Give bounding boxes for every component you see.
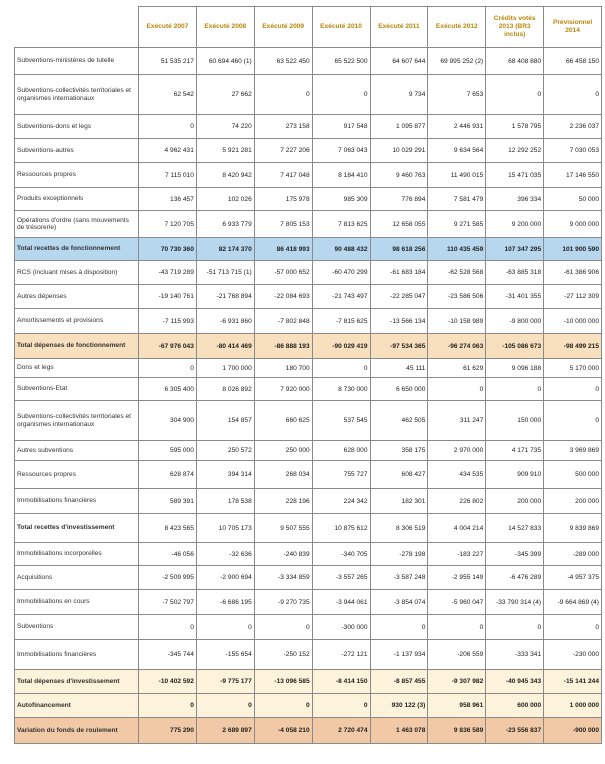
cell-value: -9 270 735 [254,590,312,615]
total-row [15,718,602,744]
cell-value: -7 815 625 [312,309,370,334]
cell-value: 175 978 [254,188,312,211]
row-label: Subventions-dons et legs [15,115,139,139]
cell-value: -5 960 047 [428,590,486,615]
cell-value: -4 957 375 [544,566,602,590]
cell-value: 60 694 460 (1) [196,48,254,75]
cell-value: 311 247 [428,401,486,441]
cell-value: 930 122 (3) [370,694,428,718]
cell-value: 273 158 [254,115,312,139]
cell-value: -61 386 906 [544,261,602,285]
cell-value: -7 115 993 [139,309,197,334]
cell-value: 17 146 550 [544,163,602,188]
cell-value: 7 653 [428,75,486,115]
row-label: RCS (incluant mises à disposition) [15,261,139,285]
cell-value: 394 314 [196,461,254,489]
cell-value: 462 505 [370,401,428,441]
cell-value: -183 227 [428,543,486,566]
cell-value: -272 121 [312,640,370,670]
cell-value: -9 664 869 (4) [544,590,602,615]
table-row [15,115,602,139]
cell-value: -206 559 [428,640,486,670]
table-row [15,401,602,441]
cell-value: -1 137 934 [370,640,428,670]
table-row [15,163,602,188]
cell-value: 4 962 431 [139,139,197,163]
cell-value: 6 650 000 [370,378,428,401]
cell-value: -8 414 150 [312,670,370,694]
table-row [15,615,602,640]
cell-value: -278 198 [370,543,428,566]
cell-value: 226 802 [428,489,486,514]
row-label: Autres dépenses [15,285,139,309]
cell-value: -31 401 355 [486,285,544,309]
table-row [15,261,602,285]
cell-value: 3 969 869 [544,441,602,461]
row-label: Autres subventions [15,441,139,461]
cell-value: -3 587 248 [370,566,428,590]
cell-value: 154 857 [196,401,254,441]
cell-value: -3 854 074 [370,590,428,615]
row-label: Ressources propres [15,461,139,489]
cell-value: 107 347 295 [486,238,544,261]
cell-value: -21 743 497 [312,285,370,309]
cell-value: -3 557 265 [312,566,370,590]
cell-value: 434 535 [428,461,486,489]
total-row [15,514,602,543]
row-label: Total recettes d'investissement [15,514,139,543]
cell-value: 66 458 150 [544,48,602,75]
cell-value: 27 662 [196,75,254,115]
cell-value: 0 [428,615,486,640]
cell-value: 0 [486,75,544,115]
cell-value: -23 586 506 [428,285,486,309]
cell-value: 7 030 053 [544,139,602,163]
row-label: Total dépenses d'investissement [15,670,139,694]
cell-value: -63 885 318 [486,261,544,285]
cell-value: 500 000 [544,461,602,489]
cell-value: 985 309 [312,188,370,211]
cell-value: 51 535 217 [139,48,197,75]
cell-value: 628 000 [312,441,370,461]
cell-value: 10 875 612 [312,514,370,543]
cell-value: 0 [544,615,602,640]
cell-value: 62 542 [139,75,197,115]
budget-table [14,6,602,744]
cell-value: 0 [139,694,197,718]
cell-value: 110 435 459 [428,238,486,261]
cell-value: 0 [486,378,544,401]
cell-value: -10 000 000 [544,309,602,334]
cell-value: 4 171 735 [486,441,544,461]
cell-value: 0 [254,615,312,640]
cell-value: 537 545 [312,401,370,441]
cell-value: 10 705 173 [196,514,254,543]
cell-value: 8 420 942 [196,163,254,188]
table-row [15,75,602,115]
column-header: Exécuté 2008 [196,7,254,48]
cell-value: -2 900 694 [196,566,254,590]
cell-value: 15 471 035 [486,163,544,188]
cell-value: 1 463 078 [370,718,428,744]
cell-value: -155 654 [196,640,254,670]
cell-value: 70 730 360 [139,238,197,261]
cell-value: -80 414 469 [196,334,254,359]
table-row [15,139,602,163]
cell-value: 2 689 897 [196,718,254,744]
cell-value: -51 713 715 (1) [196,261,254,285]
cell-value: 224 342 [312,489,370,514]
cell-value: 0 [312,359,370,378]
header-row [15,7,602,48]
cell-value: 86 418 993 [254,238,312,261]
cell-value: 6 305 400 [139,378,197,401]
cell-value: 0 [544,75,602,115]
cell-value: 63 522 450 [254,48,312,75]
table-row [15,359,602,378]
row-label: Produits exceptionnels [15,188,139,211]
cell-value: -10 158 989 [428,309,486,334]
cell-value: -57 000 652 [254,261,312,285]
cell-value: -6 476 289 [486,566,544,590]
cell-value: 0 [486,615,544,640]
cell-value: -43 719 289 [139,261,197,285]
cell-value: 250 000 [254,441,312,461]
cell-value: 136 457 [139,188,197,211]
cell-value: -7 802 848 [254,309,312,334]
cell-value: 1 578 795 [486,115,544,139]
cell-value: 958 961 [428,694,486,718]
cell-value: 589 391 [139,489,197,514]
cell-value: -9 307 982 [428,670,486,694]
cell-value: 9 000 000 [544,211,602,238]
cell-value: 4 004 214 [428,514,486,543]
cell-value: 9 634 564 [428,139,486,163]
cell-value: 268 034 [254,461,312,489]
cell-value: -7 502 797 [139,590,197,615]
cell-value: 7 805 153 [254,211,312,238]
row-label: Amortissements et provisions [15,309,139,334]
row-label: Immobilisations financières [15,640,139,670]
cell-value: 10 029 291 [370,139,428,163]
cell-value: 65 522 500 [312,48,370,75]
total-row [15,694,602,718]
cell-value: -2 955 149 [428,566,486,590]
cell-value: 1 000 000 [544,694,602,718]
cell-value: 776 894 [370,188,428,211]
cell-value: -61 683 184 [370,261,428,285]
cell-value: -300 000 [312,615,370,640]
cell-value: 11 490 015 [428,163,486,188]
table-row [15,309,602,334]
cell-value: -3 334 859 [254,566,312,590]
table-row [15,489,602,514]
cell-value: -8 857 455 [370,670,428,694]
cell-value: 0 [196,615,254,640]
cell-value: 0 [312,694,370,718]
cell-value: 7 120 705 [139,211,197,238]
cell-value: 8 184 410 [312,163,370,188]
cell-value: 68 408 880 [486,48,544,75]
cell-value: 180 700 [254,359,312,378]
cell-value: -46 056 [139,543,197,566]
cell-value: 9 271 585 [428,211,486,238]
table-row [15,188,602,211]
cell-value: 8 730 000 [312,378,370,401]
cell-value: -6 686 195 [196,590,254,615]
total-row [15,670,602,694]
cell-value: 200 000 [486,489,544,514]
cell-value: 595 000 [139,441,197,461]
cell-value: 0 [254,694,312,718]
cell-value: 178 538 [196,489,254,514]
column-header: Prévisionnel 2014 [544,7,602,48]
table-row [15,211,602,238]
cell-value: 9 507 555 [254,514,312,543]
cell-value: 2 236 037 [544,115,602,139]
table-row [15,441,602,461]
cell-value: 775 290 [139,718,197,744]
cell-value: 304 900 [139,401,197,441]
row-label: Immobilisations financières [15,489,139,514]
cell-value: -9 775 177 [196,670,254,694]
cell-value: 250 572 [196,441,254,461]
cell-value: -240 839 [254,543,312,566]
row-label: Dons et legs [15,359,139,378]
cell-value: -27 112 309 [544,285,602,309]
cell-value: 8 026 892 [196,378,254,401]
row-label: Total dépenses de fonctionnement [15,334,139,359]
cell-value: -2 509 995 [139,566,197,590]
cell-value: 9 460 763 [370,163,428,188]
cell-value: -22 285 047 [370,285,428,309]
cell-value: 6 933 779 [196,211,254,238]
cell-value: 1 700 000 [196,359,254,378]
cell-value: 150 000 [486,401,544,441]
cell-value: 660 625 [254,401,312,441]
cell-value: -33 790 314 (4) [486,590,544,615]
row-label: Subventions [15,615,139,640]
cell-value: 7 227 206 [254,139,312,163]
cell-value: -21 768 894 [196,285,254,309]
table-row [15,461,602,489]
cell-value: 917 548 [312,115,370,139]
cell-value: 7 115 010 [139,163,197,188]
table-row [15,378,602,401]
table-row [15,566,602,590]
row-label: Ressources propres [15,163,139,188]
table-row [15,543,602,566]
cell-value: -86 888 193 [254,334,312,359]
cell-value: -230 000 [544,640,602,670]
cell-value: -345 399 [486,543,544,566]
cell-value: 1 095 877 [370,115,428,139]
column-header: Exécuté 2007 [139,7,197,48]
cell-value: -333 341 [486,640,544,670]
row-label: Immobilisations incorporelles [15,543,139,566]
cell-value: 2 970 000 [428,441,486,461]
total-row [15,238,602,261]
cell-value: -60 470 299 [312,261,370,285]
cell-value: 0 [139,615,197,640]
table-body [15,48,602,744]
row-label: Subventions-collectivités territoriales et organismes internationaux [15,75,139,115]
row-label: Acquisitions [15,566,139,590]
column-header: Exécuté 2011 [370,7,428,48]
cell-value: 7 063 043 [312,139,370,163]
cell-value: 0 [139,115,197,139]
table-row [15,285,602,309]
cell-value: -98 499 215 [544,334,602,359]
cell-value: 82 174 370 [196,238,254,261]
cell-value: 9 839 869 [544,514,602,543]
cell-value: 396 334 [486,188,544,211]
cell-value: 2 446 931 [428,115,486,139]
cell-value: -9 800 000 [486,309,544,334]
cell-value: -345 744 [139,640,197,670]
cell-value: 200 000 [544,489,602,514]
cell-value: -22 084 693 [254,285,312,309]
cell-value: 228 196 [254,489,312,514]
cell-value: 0 [254,75,312,115]
cell-value: 98 618 256 [370,238,428,261]
table-row [15,590,602,615]
cell-value: 50 000 [544,188,602,211]
row-label: Total recettes de fonctionnement [15,238,139,261]
column-header: Crédits votés 2013 (BR3 inclus) [486,7,544,48]
cell-value: 0 [428,378,486,401]
cell-value: 600 000 [486,694,544,718]
cell-value: 755 727 [312,461,370,489]
cell-value: 909 910 [486,461,544,489]
cell-value: -32 636 [196,543,254,566]
cell-value: 14 527 833 [486,514,544,543]
cell-value: 0 [196,694,254,718]
cell-value: -15 141 244 [544,670,602,694]
column-header: Exécuté 2009 [254,7,312,48]
cell-value: -10 402 592 [139,670,197,694]
cell-value: -900 000 [544,718,602,744]
cell-value: -6 931 860 [196,309,254,334]
cell-value: 90 488 432 [312,238,370,261]
cell-value: -96 274 063 [428,334,486,359]
cell-value: -40 945 343 [486,670,544,694]
cell-value: 69 995 252 (2) [428,48,486,75]
cell-value: 64 607 644 [370,48,428,75]
cell-value: 628 874 [139,461,197,489]
cell-value: 5 170 000 [544,359,602,378]
row-label: Variation du fonds de roulement [15,718,139,744]
cell-value: -105 086 673 [486,334,544,359]
total-row [15,334,602,359]
cell-value: -67 976 043 [139,334,197,359]
cell-value: -19 140 761 [139,285,197,309]
row-label: Autofinancement [15,694,139,718]
cell-value: 608 427 [370,461,428,489]
cell-value: 0 [370,615,428,640]
header-corner [15,7,139,48]
cell-value: -3 944 061 [312,590,370,615]
cell-value: -23 556 837 [486,718,544,744]
cell-value: 9 096 188 [486,359,544,378]
cell-value: 45 111 [370,359,428,378]
cell-value: 61 629 [428,359,486,378]
cell-value: 8 423 565 [139,514,197,543]
cell-value: -13 096 585 [254,670,312,694]
cell-value: 182 301 [370,489,428,514]
column-header: Exécuté 2012 [428,7,486,48]
cell-value: 12 292 252 [486,139,544,163]
cell-value: -289 000 [544,543,602,566]
cell-value: 7 417 048 [254,163,312,188]
cell-value: 9 836 589 [428,718,486,744]
cell-value: 74 220 [196,115,254,139]
cell-value: 101 900 590 [544,238,602,261]
cell-value: 7 920 000 [254,378,312,401]
cell-value: 0 [312,75,370,115]
row-label: Subventions-autres [15,139,139,163]
cell-value: 2 720 474 [312,718,370,744]
table-row [15,48,602,75]
row-label: Subventions-ministères de tutelle [15,48,139,75]
cell-value: 0 [544,401,602,441]
table-row [15,640,602,670]
row-label: Opérations d'ordre (sans mouvements de trésorerie) [15,211,139,238]
cell-value: 0 [139,359,197,378]
cell-value: -250 152 [254,640,312,670]
cell-value: 12 658 055 [370,211,428,238]
row-label: Subventions-Etat [15,378,139,401]
row-label: Subventions-collectivités territoriales et organismes internationaux [15,401,139,441]
cell-value: -62 528 568 [428,261,486,285]
cell-value: 9 734 [370,75,428,115]
cell-value: 102 026 [196,188,254,211]
cell-value: 358 175 [370,441,428,461]
cell-value: -340 705 [312,543,370,566]
column-header: Exécuté 2010 [312,7,370,48]
cell-value: -4 058 210 [254,718,312,744]
cell-value: -97 534 365 [370,334,428,359]
cell-value: 5 921 281 [196,139,254,163]
cell-value: 8 306 519 [370,514,428,543]
cell-value: 9 200 000 [486,211,544,238]
cell-value: 7 581 479 [428,188,486,211]
row-label: Immobilisations en cours [15,590,139,615]
cell-value: -13 566 134 [370,309,428,334]
cell-value: 0 [544,378,602,401]
cell-value: -90 029 419 [312,334,370,359]
cell-value: 7 813 625 [312,211,370,238]
